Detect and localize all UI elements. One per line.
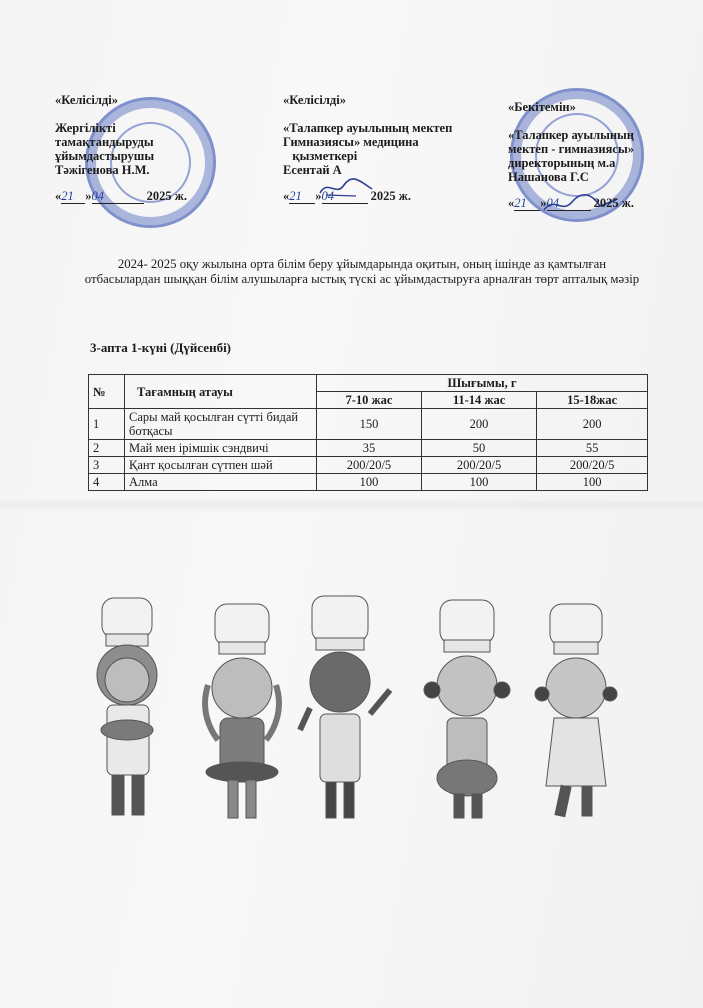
portion-7-10: 100 bbox=[317, 474, 422, 491]
dish-name: Алма bbox=[125, 474, 317, 491]
table-row bbox=[89, 440, 648, 457]
table-header-row bbox=[89, 375, 648, 392]
approval-line: Нашанова Г.С bbox=[508, 170, 589, 184]
portion-15-18: 200 bbox=[537, 409, 648, 440]
col-header-no: № bbox=[89, 375, 125, 409]
approval-heading: «Келісілді» bbox=[283, 93, 346, 107]
row-number: 3 bbox=[89, 457, 125, 474]
date-day: 21 bbox=[61, 189, 85, 204]
col-header-age-7-10: 7-10 жас bbox=[317, 392, 422, 409]
portion-15-18: 55 bbox=[537, 440, 648, 457]
approval-block-medical bbox=[283, 93, 488, 204]
approval-line: Тәжігенова Н.М. bbox=[55, 163, 150, 177]
portion-7-10: 200/20/5 bbox=[317, 457, 422, 474]
approval-line: Гимназиясы» медицина bbox=[283, 135, 419, 149]
table-row bbox=[89, 409, 648, 440]
portion-15-18: 200/20/5 bbox=[537, 457, 648, 474]
approval-line: «Талапкер ауылының bbox=[508, 128, 635, 142]
date-month: 04 bbox=[547, 196, 591, 211]
row-number: 4 bbox=[89, 474, 125, 491]
approval-line: директорының м.а bbox=[508, 156, 616, 170]
approval-date: «21 »04 2025 ж. bbox=[283, 189, 411, 203]
dish-name: Май мен ірімшік сэндвичі bbox=[125, 440, 317, 457]
approval-line: ұйымдастырушы bbox=[55, 149, 155, 163]
approval-heading: «Бекітемін» bbox=[508, 100, 576, 114]
approval-line: тамақтандыруды bbox=[55, 135, 154, 149]
chef-child-figure bbox=[205, 604, 279, 818]
approval-line: Жергілікті bbox=[55, 121, 116, 135]
chef-child-figure bbox=[300, 596, 390, 818]
dish-name: Қант қосылған сүтпен шәй bbox=[125, 457, 317, 474]
table-row bbox=[89, 457, 648, 474]
date-year: 2025 ж. bbox=[146, 189, 187, 203]
col-header-name: Тағамның атауы bbox=[125, 375, 317, 409]
approval-block-organizer bbox=[55, 93, 235, 204]
approval-date: «21 »04 2025 ж. bbox=[508, 196, 634, 210]
approval-line: қызметкері bbox=[283, 149, 358, 163]
approval-line: мектеп - гимназиясы» bbox=[508, 142, 634, 156]
approval-line: «Талапкер ауылының мектеп bbox=[283, 121, 453, 135]
row-number: 2 bbox=[89, 440, 125, 457]
date-year: 2025 ж. bbox=[593, 196, 634, 210]
date-month: 04 bbox=[92, 189, 144, 204]
col-header-age-15-18: 15-18жас bbox=[537, 392, 648, 409]
chef-children-illustration bbox=[80, 590, 640, 840]
table-row bbox=[89, 474, 648, 491]
col-header-output: Шығымы, г bbox=[317, 375, 648, 392]
row-number: 1 bbox=[89, 409, 125, 440]
approval-line: Есентай А bbox=[283, 163, 342, 177]
date-year: 2025 ж. bbox=[370, 189, 411, 203]
col-header-age-11-14: 11-14 жас bbox=[421, 392, 536, 409]
portion-11-14: 50 bbox=[421, 440, 536, 457]
document-intro: 2024- 2025 оқу жылына орта білім беру ұйымдарында оқитын, оның ішінде аз қамтылған отбасылардан шыққан білім алушыларға ыстық түскі ас ұйымдастыруға арналған төрт апталық мәзір bbox=[84, 257, 640, 286]
portion-15-18: 100 bbox=[537, 474, 648, 491]
portion-7-10: 35 bbox=[317, 440, 422, 457]
portion-11-14: 200/20/5 bbox=[421, 457, 536, 474]
date-month: 04 bbox=[322, 189, 368, 204]
chef-child-figure bbox=[535, 604, 617, 817]
paper-fold bbox=[0, 498, 703, 512]
day-title: 3-апта 1-күні (Дүйсенбі) bbox=[90, 340, 232, 355]
portion-7-10: 150 bbox=[317, 409, 422, 440]
portion-11-14: 200 bbox=[421, 409, 536, 440]
chef-child-figure bbox=[97, 598, 157, 815]
approval-block-director bbox=[508, 100, 668, 211]
chef-child-figure bbox=[424, 600, 510, 818]
approval-date: «21 »04 2025 ж. bbox=[55, 189, 187, 203]
dish-name: Сары май қосылған сүтті бидай ботқасы bbox=[125, 409, 317, 440]
menu-table bbox=[88, 374, 648, 491]
approval-heading: «Келісілді» bbox=[55, 93, 118, 107]
date-day: 21 bbox=[289, 189, 315, 204]
date-day: 21 bbox=[514, 196, 540, 211]
portion-11-14: 100 bbox=[421, 474, 536, 491]
